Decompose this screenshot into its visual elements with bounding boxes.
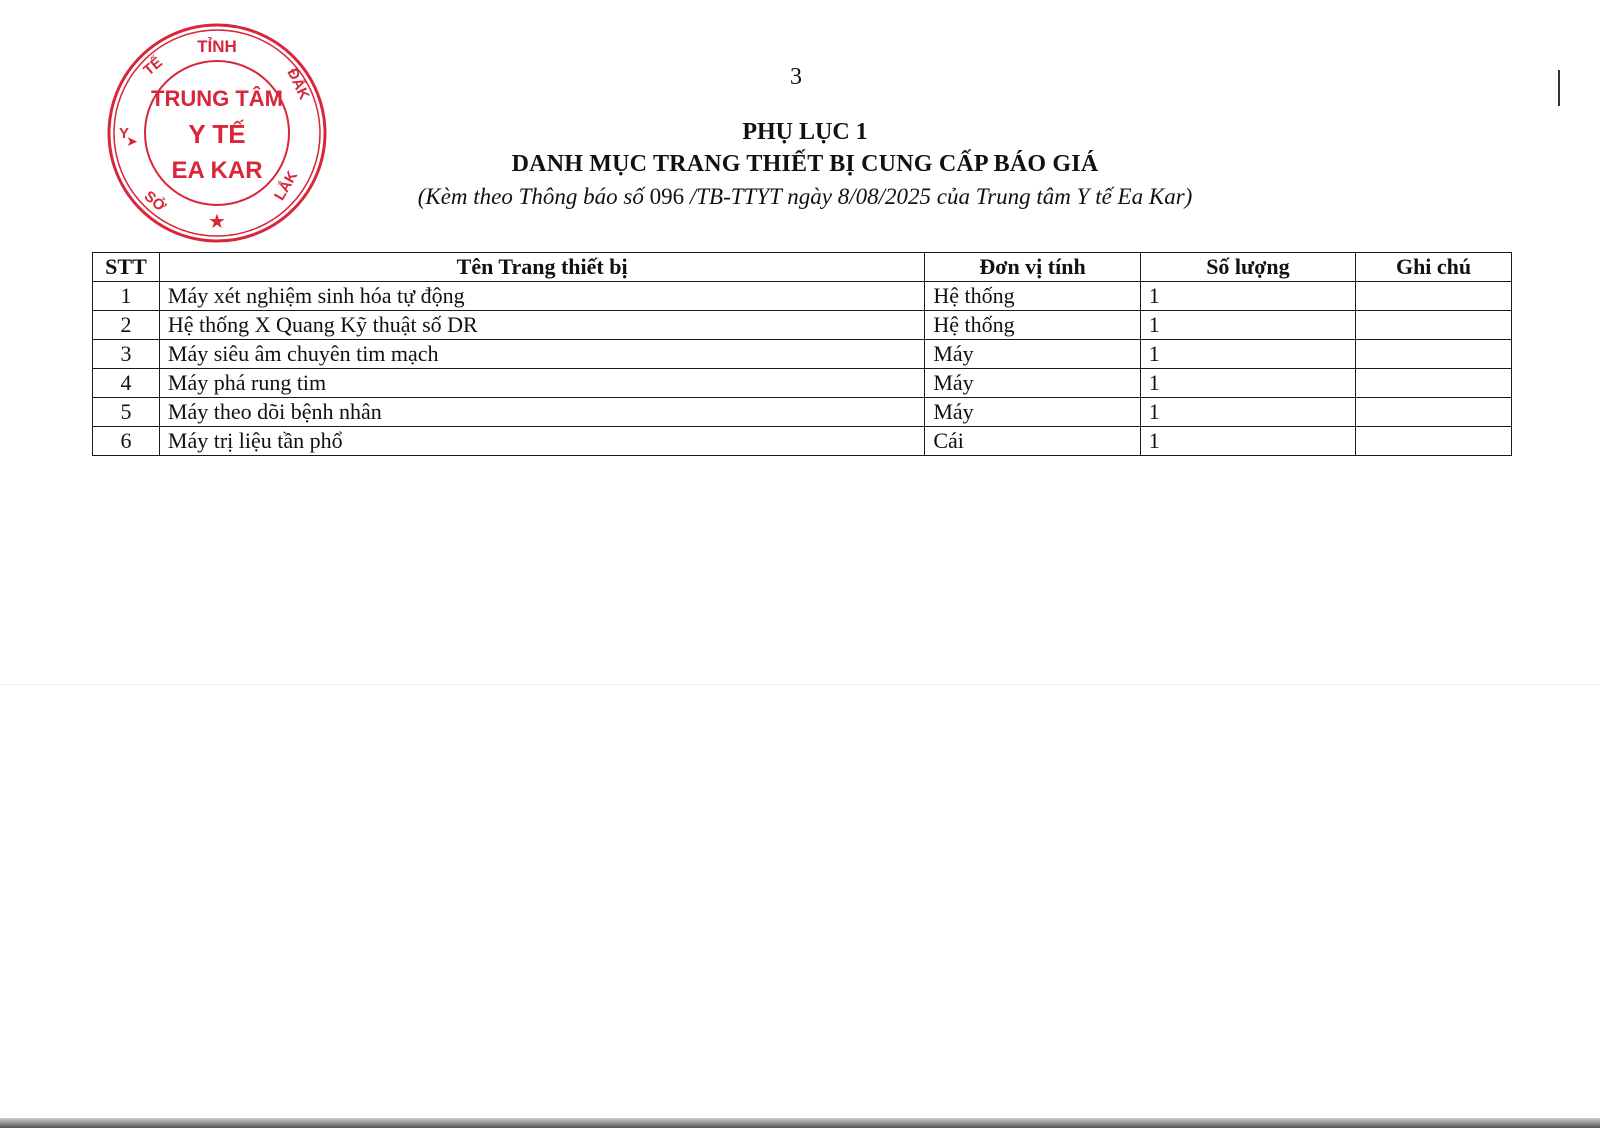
seal-line2: Y TẾ [188, 119, 246, 149]
cell-equipment-name: Máy trị liệu tần phổ [159, 427, 924, 456]
cell-note [1356, 369, 1512, 398]
cell-quantity: 1 [1140, 311, 1355, 340]
scan-fold-line [0, 684, 1600, 685]
title-block [330, 116, 1280, 214]
seal-star-icon: ★ [208, 211, 226, 233]
equipment-table [92, 252, 1512, 456]
seal-line3: EA KAR [171, 157, 263, 184]
scan-edge-mark [1558, 70, 1560, 106]
table-row [93, 398, 1512, 427]
cell-note [1356, 340, 1512, 369]
cell-unit: Máy [925, 369, 1140, 398]
document-title: DANH MỤC TRANG THIẾT BỊ CUNG CẤP BÁO GIÁ [511, 151, 1099, 177]
header-unit: Đơn vị tính [925, 253, 1140, 282]
cell-equipment-name: Máy phá rung tim [159, 369, 924, 398]
cell-equipment-name: Máy theo dõi bệnh nhân [159, 398, 924, 427]
seal-ring-right-upper: ĐẮK [283, 65, 313, 103]
scan-bottom-edge [0, 1118, 1600, 1128]
attachment-prefix: (Kèm theo Thông báo số [417, 184, 650, 209]
cell-equipment-name: Hệ thống X Quang Kỹ thuật số DR [159, 311, 924, 340]
cell-stt: 6 [93, 427, 160, 456]
table-row [93, 340, 1512, 369]
header-note: Ghi chú [1356, 253, 1512, 282]
cell-stt: 2 [93, 311, 160, 340]
cell-stt: 1 [93, 282, 160, 311]
header-equipment-name: Tên Trang thiết bị [159, 253, 924, 282]
header-stt: STT [93, 253, 160, 282]
cell-stt: 3 [93, 340, 160, 369]
cell-quantity: 1 [1140, 369, 1355, 398]
seal-ring-left-upper: TẾ [140, 53, 166, 80]
seal-ring-left: Y [118, 125, 130, 142]
table-header-row [93, 253, 1512, 282]
table-row [93, 369, 1512, 398]
cell-quantity: 1 [1140, 282, 1355, 311]
cell-equipment-name: Máy siêu âm chuyên tim mạch [159, 340, 924, 369]
cell-unit: Máy [925, 340, 1140, 369]
seal-ring-bottom-left: SỞ [140, 187, 170, 216]
attachment-suffix: /TB-TTYT ngày 8/08/2025 của Trung tâm Y tế Ea Kar) [684, 184, 1193, 209]
cell-quantity: 1 [1140, 398, 1355, 427]
cell-note [1356, 427, 1512, 456]
cell-unit: Hệ thống [925, 282, 1140, 311]
cell-note [1356, 311, 1512, 340]
cell-stt: 5 [93, 398, 160, 427]
attachment-note [330, 180, 1280, 214]
notice-number: 096 [649, 184, 685, 209]
appendix-title: PHỤ LỤC 1 [742, 119, 868, 145]
table-row [93, 311, 1512, 340]
seal-arrow-icon: ➤ [126, 133, 138, 149]
page-number: 3 [790, 64, 802, 90]
cell-unit: Cái [925, 427, 1140, 456]
cell-note [1356, 282, 1512, 311]
cell-note [1356, 398, 1512, 427]
seal-ring-right-lower: LẮK [271, 168, 302, 204]
cell-quantity: 1 [1140, 427, 1355, 456]
seal-line1: TRUNG TÂM [151, 86, 283, 111]
table-row [93, 282, 1512, 311]
table-row [93, 427, 1512, 456]
cell-unit: Máy [925, 398, 1140, 427]
cell-quantity: 1 [1140, 340, 1355, 369]
seal-ring-top: TỈNH [197, 37, 237, 56]
cell-unit: Hệ thống [925, 311, 1140, 340]
cell-equipment-name: Máy xét nghiệm sinh hóa tự động [159, 282, 924, 311]
cell-stt: 4 [93, 369, 160, 398]
header-quantity: Số lượng [1140, 253, 1355, 282]
official-seal [104, 20, 330, 246]
